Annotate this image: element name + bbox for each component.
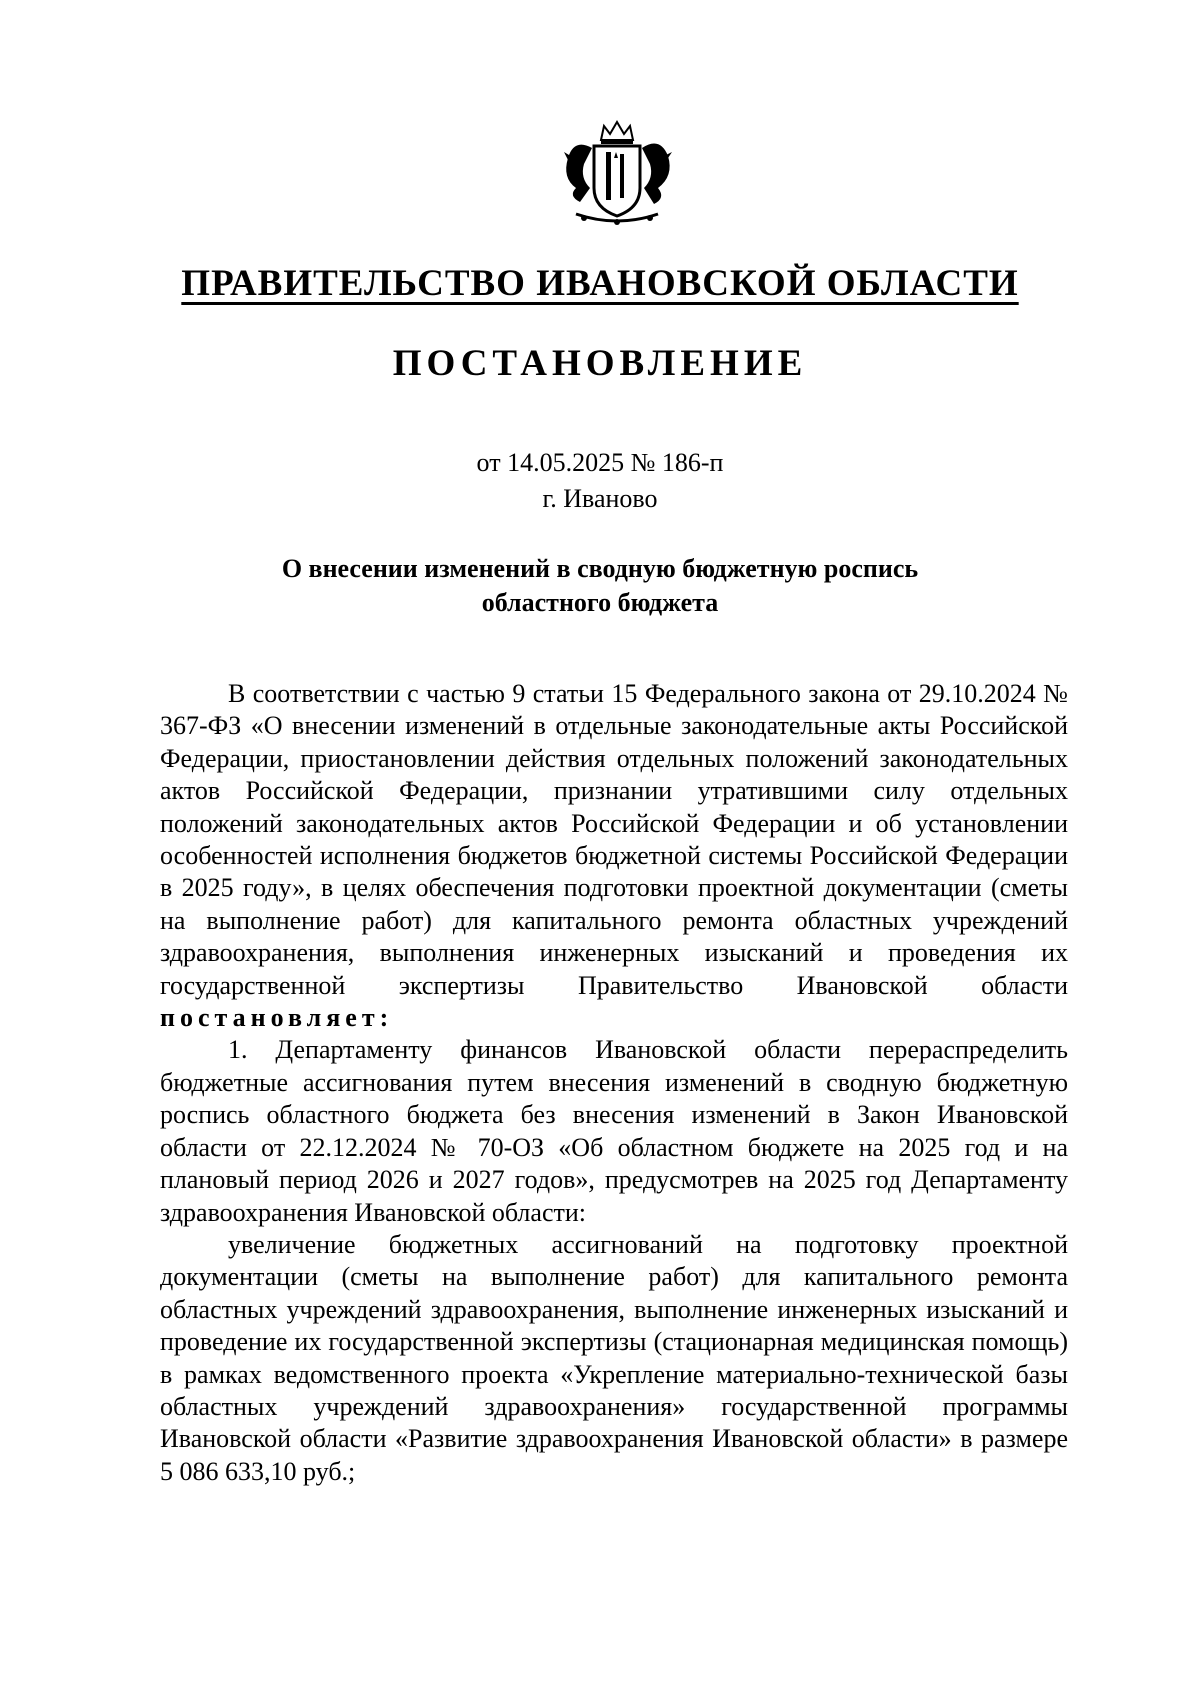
document-city: г. Иваново <box>542 484 658 513</box>
paragraph-allocation: увеличение бюджетных ассигнований на подготовку проектной документации (сметы на выполнение работ) для капитального ремонта областных учреждений здравоохранения, выполнение инженерных изысканий и проведение их государственной экспертизы (стационарная медицинская помощь) в рамках ведомственного проекта «Укрепление материально-технической базы областных учреждений здравоохранения» государственной программы Ивановской области «Развитие здравоохранения Ивановской области» в размере 5 086 633,10 руб.; <box>160 1229 1068 1486</box>
decree-colon: : <box>379 1003 394 1033</box>
subject-line-1: О внесении изменений в сводную бюджетную роспись <box>281 554 919 583</box>
subject-line-2: областного бюджета <box>481 588 719 617</box>
coat-of-arms-icon <box>554 118 680 230</box>
document-date-number: от 14.05.2025 № 186-п <box>476 448 724 477</box>
paragraph-item-1: 1. Департаменту финансов Ивановской области перераспределить бюджетные ассигнования путем внесения изменений в сводную бюджетную роспись областного бюджета без внесения изменений в Закон Ивановской области от 22.12.2024 № 70-ОЗ «Об областном бюджете на 2025 год и на плановый период 2026 и 2027 годов», предусмотрев на 2025 год Департаменту здравоохранения Ивановской области: <box>160 1035 1068 1227</box>
organization-title: ПРАВИТЕЛЬСТВО ИВАНОВСКОЙ ОБЛАСТИ <box>181 263 1019 304</box>
document-type: ПОСТАНОВЛЕНИЕ <box>392 343 808 384</box>
preamble-text: В соответствии с частью 9 статьи 15 Федерального закона от 29.10.2024 № 367-ФЗ «О внесении изменений в отдельные законодательные акты Российской Федерации, приостановлении действия отдельных положений законодательных актов Российской Федерации, признании утратившими силу отдельных положений законодательных актов Российской Федерации и об установлении особенностей исполнения бюджетов бюджетной системы Российской Федерации в 2025 году», в целях обеспечения подготовки проектной документации (сметы на выполнение работ) для капитального ремонта областных учреждений здравоохранения, выполнения инженерных изысканий и проведения их государственной экспертизы Правительство Ивановской области <box>160 679 1068 1000</box>
paragraph-preamble <box>160 678 1068 1034</box>
document-subject <box>0 552 1200 620</box>
document-body <box>160 678 1068 1488</box>
decree-word: постановляет <box>160 1003 380 1033</box>
